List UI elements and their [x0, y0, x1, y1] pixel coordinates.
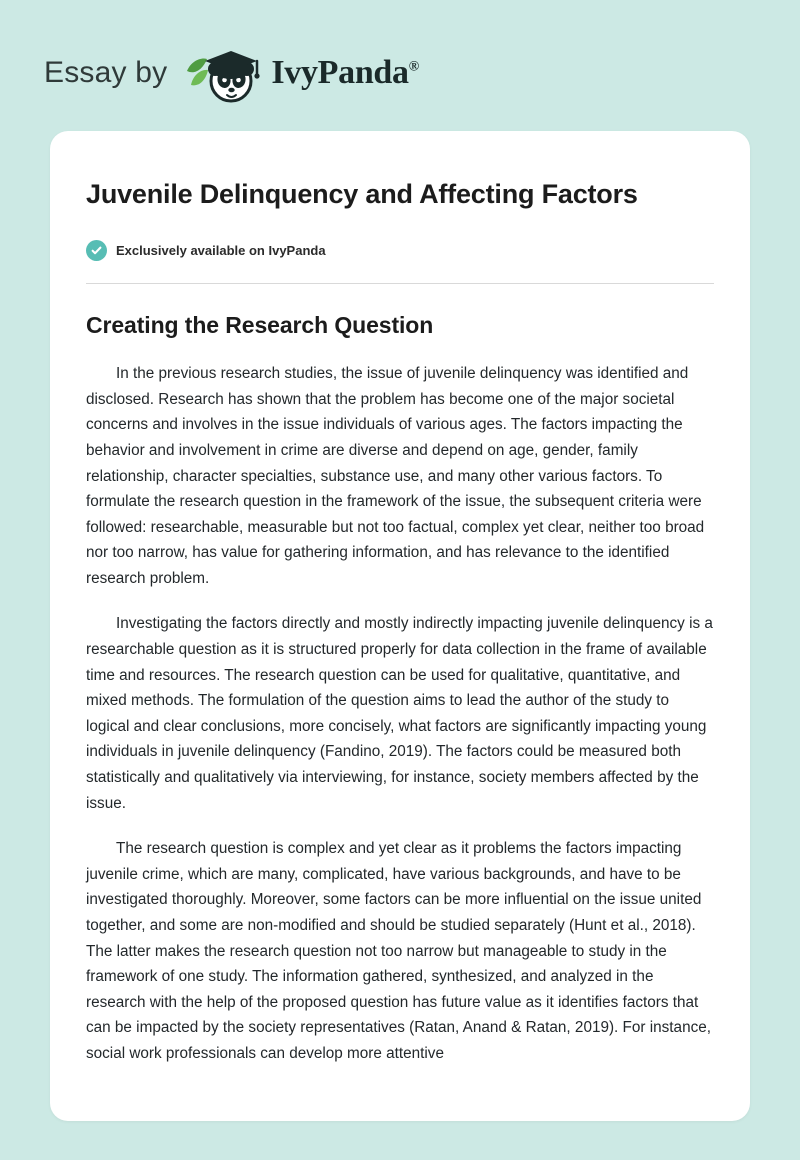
header-divider — [86, 283, 714, 284]
exclusive-availability-badge — [86, 240, 714, 261]
check-circle-icon — [86, 240, 107, 261]
essay-card — [50, 131, 750, 1121]
essay-by-label: Essay by — [44, 56, 168, 89]
brand-wordmark — [271, 54, 419, 92]
ivypanda-logo[interactable] — [181, 41, 419, 105]
body-paragraph: The research question is complex and yet clear as it problems the factors impacting juvenile crime, which are many, complicated, have various backgrounds, and have to be investigated thoroughly. Moreover, some factors can be more influential on the issue united together, and some are non-modified and should be studied separately (Hunt et al., 2018). The latter makes the research question not too narrow but manageable to study in the framework of one study. The information gathered, synthesized, and analyzed in the research with the help of the proposed question has future value as it identifies factors that can be impacted by the society representatives (Ratan, Anand & Ratan, 2019). For instance, social work professionals can develop more attentive — [86, 840, 711, 1062]
registered-mark: ® — [408, 59, 419, 75]
brand-header — [0, 0, 800, 112]
page-title: Juvenile Delinquency and Affecting Factors — [86, 179, 638, 209]
body-paragraph: Investigating the factors directly and mostly indirectly impacting juvenile delinquency is a researchable question as it is structured properly for data collection in the frame of available time and resources. The research question can be used for qualitative, quantitative, and mixed methods. The formulation of the question aims to lead the author of the study to logical and clear conclusions, more concisely, what factors are significantly impacting young individuals in juvenile delinquency (Fandino, 2019). The factors could be measured both statistically and qualitatively via interviewing, for instance, society members affected by the issue. — [86, 615, 713, 812]
panda-graduate-logo-icon — [181, 41, 265, 105]
exclusive-availability-text: Exclusively available on IvyPanda — [116, 243, 326, 259]
body-paragraph: In the previous research studies, the issue of juvenile delinquency was identified and disclosed. Research has shown that the problem has become one of the major societal concerns and involves in the issue individuals of various ages. The factors impacting the behavior and involvement in crime are diverse and depend on age, gender, family relationship, character specialties, substance use, and many other various factors. To formulate the research question in the framework of the issue, the subsequent criteria were followed: researchable, measurable but not too factual, complex yet clear, neither too broad nor too narrow, has value for gathering information, and has relevance to the identified research problem. — [86, 365, 705, 587]
brand-name-text: IvyPanda — [271, 54, 409, 91]
section-heading: Creating the Research Question — [86, 312, 434, 339]
